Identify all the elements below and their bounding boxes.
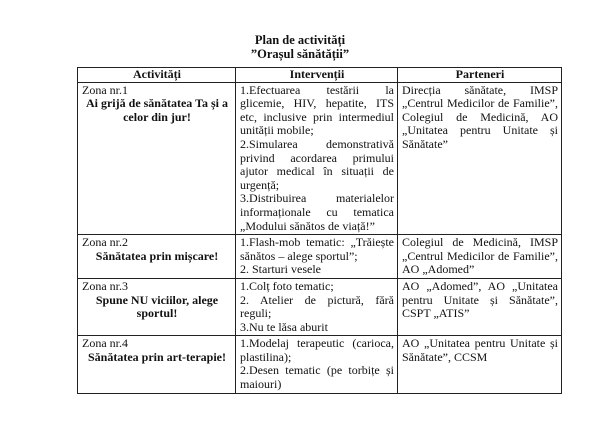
intervention-item: 1.Efectuarea testării la glicemie, HIV, hepatite, ITS etc, inclusive prin intermediul unității mobile; xyxy=(240,82,394,138)
intervention-item: 2. Atelier de pictură, fără reguli; xyxy=(240,292,394,321)
zone-label: Zona nr.2 xyxy=(82,235,128,250)
zone-label: Zona nr.3 xyxy=(82,278,128,293)
zone-name: Sănătatea prin mișcare! xyxy=(95,248,219,263)
interventions-cell xyxy=(236,235,398,279)
intervention-item: 2.Simularea demonstrativă privind acordarea primului ajutor medical în situații de urgență; xyxy=(240,136,394,192)
zone-label: Zona nr.4 xyxy=(82,336,128,351)
interventions-cell xyxy=(236,336,398,393)
intervention-item: 2. Starturi vesele xyxy=(240,262,321,277)
partners-cell: AO „Unitatea pentru Unitate și Sănătate”, CCSM xyxy=(398,336,562,393)
partners-cell: Direcția sănătate, IMSP „Centrul Medicilor de Familie”, Colegiul de Medicină, AO „Unitatea pentru Unitate și Sănătate” xyxy=(398,82,562,235)
zone-name: Sănătatea prin art-terapie! xyxy=(88,349,226,364)
interventions-cell xyxy=(236,82,398,235)
partners-cell: Colegiul de Medicină, IMSP „Centrul Medicilor de Familie”, AO „Adomed” xyxy=(398,235,562,279)
activity-cell xyxy=(78,278,236,335)
zone-name: Ai grijă de sănătatea Ta și a celor din jur! xyxy=(85,96,228,124)
activity-plan-table xyxy=(77,67,562,394)
header-activities: Activități xyxy=(78,68,236,83)
table-row xyxy=(78,278,562,335)
intervention-item: 3.Nu te lăsa aburit xyxy=(240,319,328,334)
header-interventions: Intervenții xyxy=(236,68,398,83)
document-title: Plan de activități xyxy=(254,33,346,47)
partners-cell: AO „Adomed”, AO „Unitatea pentru Unitate și Sănătate”, CSPT „ATIS” xyxy=(398,278,562,335)
activity-cell xyxy=(78,82,236,235)
zone-name: Spune NU viciilor, alege sportul! xyxy=(95,292,219,321)
intervention-item: 1.Modelaj terapeutic (carioca, plastilina); xyxy=(240,336,394,364)
table-row xyxy=(78,235,562,279)
activity-cell xyxy=(78,235,236,279)
header-partners: Parteneri xyxy=(398,68,562,83)
intervention-item: 1.Colț foto tematic; xyxy=(240,278,334,293)
table-row xyxy=(78,82,562,235)
zone-label: Zona nr.1 xyxy=(82,82,128,97)
intervention-item: 3.Distribuirea materialelor informaționale cu tematica „Modului sănătos de viață!” xyxy=(240,191,394,233)
intervention-item: 2.Desen tematic (pe torbițe și maiouri) xyxy=(240,363,394,392)
table-header-row xyxy=(78,68,562,83)
intervention-item: 1.Flash-mob tematic: „Trăiește sănătos – alege sportul”; xyxy=(240,235,394,263)
table-row xyxy=(78,336,562,393)
activity-cell xyxy=(78,336,236,393)
interventions-cell xyxy=(236,278,398,335)
document-subtitle: ”Orașul sănătății” xyxy=(250,47,350,61)
